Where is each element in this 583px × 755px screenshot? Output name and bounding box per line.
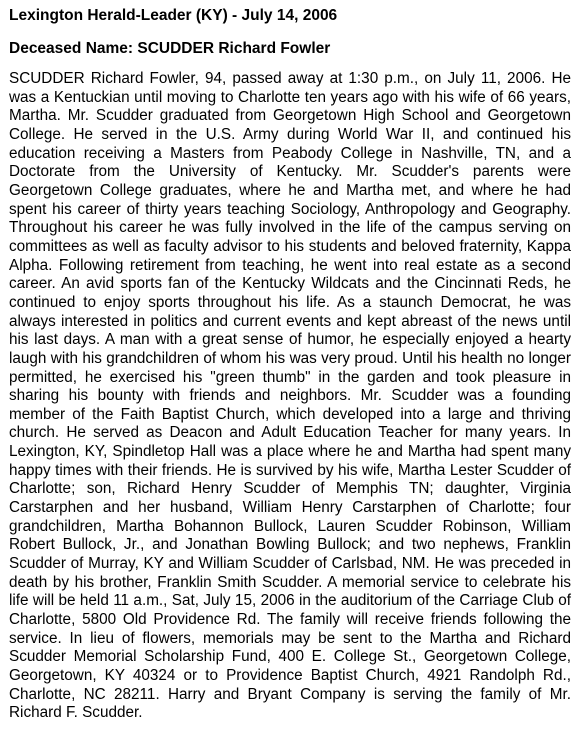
- deceased-name-heading: Deceased Name: SCUDDER Richard Fowler: [9, 40, 331, 57]
- obituary-text: SCUDDER Richard Fowler, 94, passed away at 1:30 p.m., on July 11, 2006. He was a Kentuckian until moving to Charlotte ten years ago with his wife of 66 years, Martha. Mr. Scudder graduated from Georgetown High School and Georgetown College. He served in the U.S. Army during World War II, and continued his education receiving a Masters from Peabody College in Nashville, TN, and a Doctorate from the University of Kentucky. Mr. Scudder's parents were Georgetown College graduates, where he and Martha met, and where he had spent his career of thirty years teaching Sociology, Anthropology and Geography. Throughout his career he was fully involved in the life of the campus serving on committees as well as faculty advisor to his students and beloved fraternity, Kappa Alpha. Following retirement from teaching, he went into real estate as a second career. An avid sports fan of the Kentucky Wildcats and the Cincinnati Reds, he continued to enjoy sports throughout his life. As a staunch Democrat, he was always interested in politics and current events and kept abreast of the news until his last days. A man with a great sense of humor, he especially enjoyed a hearty laugh with his grandchildren of whom his was very proud. Until his health no longer permitted, he exercised his "green thumb" in the garden and took pleasure in sharing his bounty with friends and neighbors. Mr. Scudder was a founding member of the Faith Baptist Church, which developed into a large and thriving church. He served as Deacon and Adult Education Teacher for many years. In Lexington, KY, Spindletop Hall was a place where he and Martha had spent many happy times with their friends. He is survived by his wife, Martha Lester Scudder of Charlotte; son, Richard Henry Scudder of Memphis TN; daughter, Virginia Carstarphen and her husband, William Henry Carstarphen of Charlotte; four grandchildren, Martha Bohannon Bullock, Lauren Scudder Robinson, William Robert Bullock, Jr., and Jonathan Bowling Bullock; and two nephews, Franklin Scudder of Murray, KY and William Scudder of Carlsbad, NM. He was preceded in death by his brother, Franklin Smith Scudder. A memorial service to celebrate his life will be held 11 a.m., Sat, July 15, 2006 in the auditorium of the Carriage Club of Charlotte, 5800 Old Providence Rd. The family will receive friends following the service. In lieu of flowers, memorials may be sent to the Martha and Richard Scudder Memorial Scholarship Fund, 400 E. College St., Georgetown College, Georgetown, KY 40324 or to Providence Baptist Church, 4921 Randolph Rd., Charlotte, NC 28211. Harry and Bryant Company is serving the family of Mr. Richard F. Scudder.: [9, 70, 571, 722]
- source-heading: Lexington Herald-Leader (KY) - July 14, 2006: [9, 7, 338, 24]
